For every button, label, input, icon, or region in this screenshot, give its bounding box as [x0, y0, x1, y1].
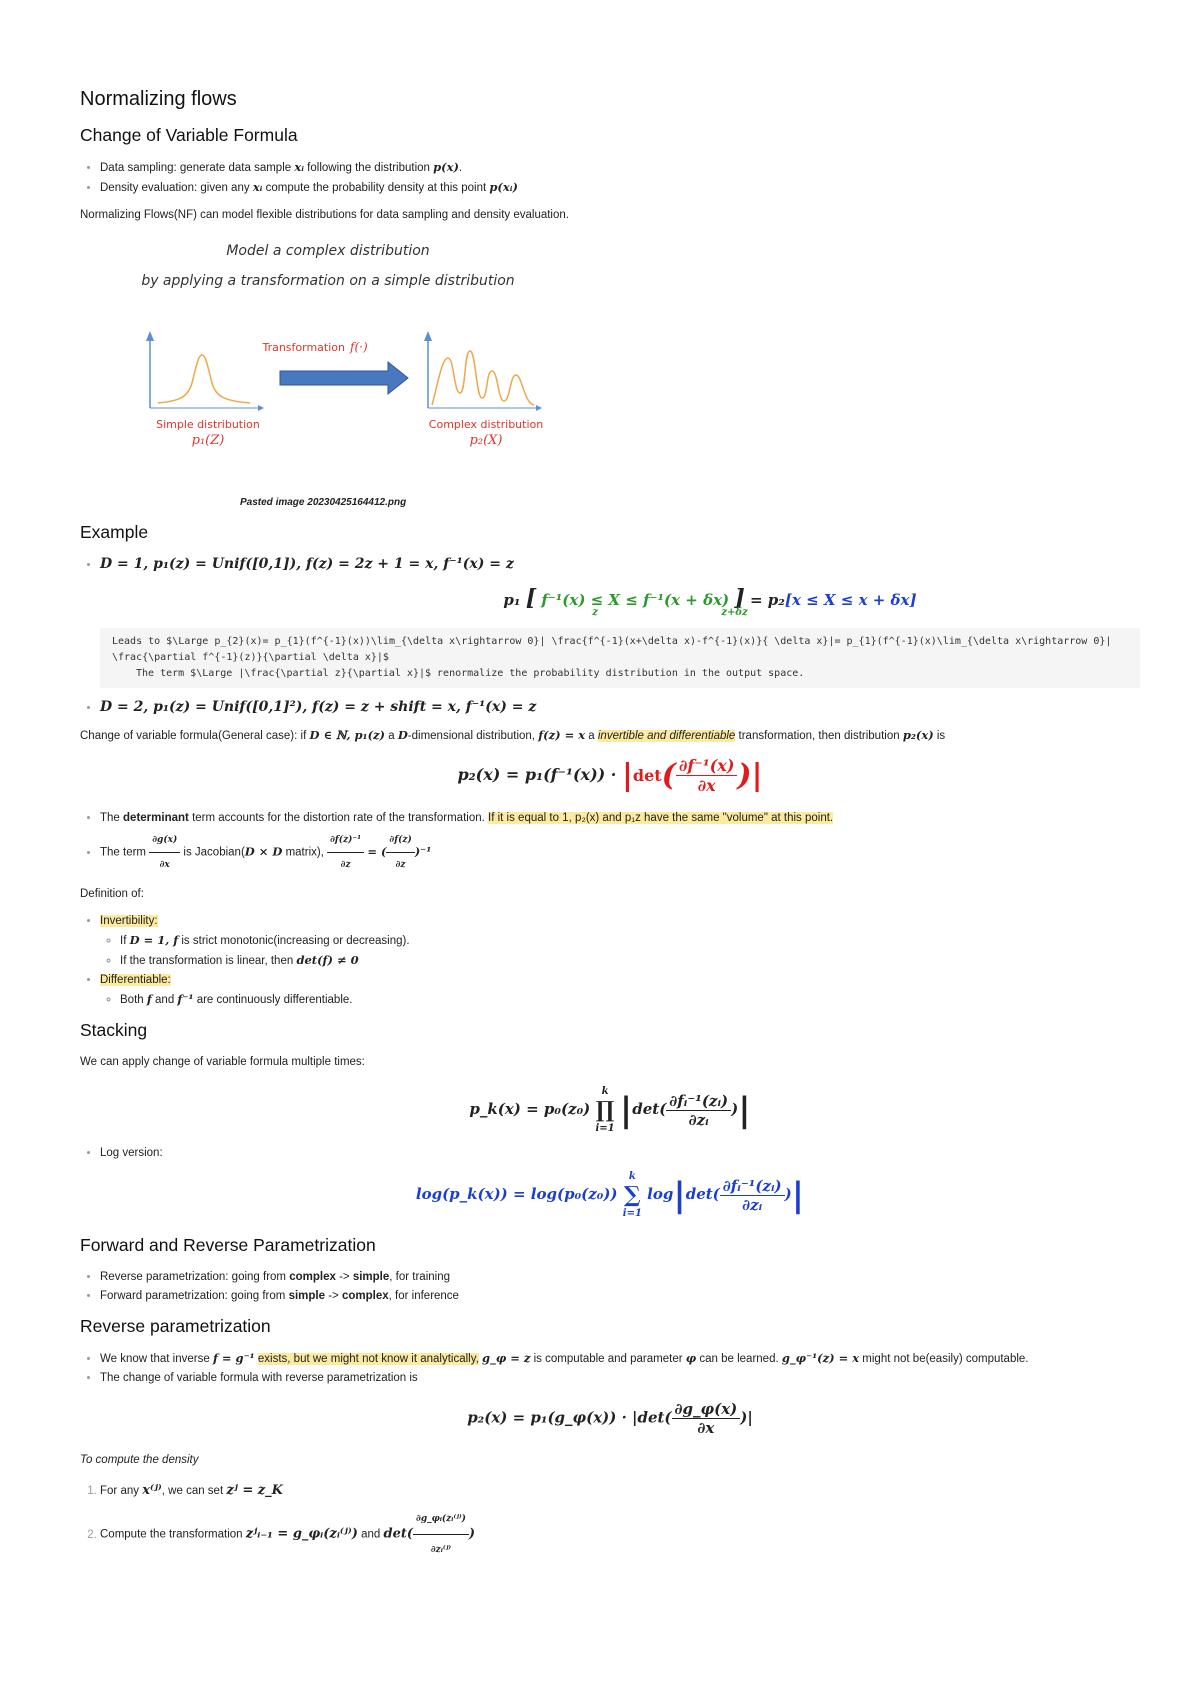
reverse-list [80, 1349, 1140, 1388]
simple-distribution-var: p₁(Z) [191, 433, 225, 448]
definition-label: Definition of: [80, 888, 144, 900]
section-heading-example: Example [80, 522, 149, 542]
section-heading-parametrization: Forward and Reverse Parametrization [80, 1235, 376, 1255]
list-item: • D = 1, p₁(z) = Unif([0,1]), f(z) = 2z + 1 = x, f⁻¹(x) = z [100, 555, 1140, 575]
parametrization-list [80, 1268, 1140, 1306]
pasted-image-figure [120, 233, 560, 493]
stacking-equation: p_k(x) = p₀(z₀) k ∏ i=1 |det( $\frac{\text{∂fᵢ⁻¹(zᵢ)}}{\text{∂zᵢ}}$ )| [469, 1086, 751, 1134]
intro-list [80, 158, 1140, 198]
compute-steps-list [80, 1478, 1140, 1565]
list-item: 2. Compute the transformation zʲᵢ₋₁ = g_φᵢ(zᵢ⁽ʲ⁾) and det( $\frac{\text{∂g\_φᵢ(zᵢ⁽ʲ⁾)}}{\text{∂zᵢ⁽ʲ⁾}}$ ) [100, 1504, 1140, 1565]
list-item: • The change of variable formula with reverse parametrization is [100, 1369, 1140, 1388]
log-stacking-equation: log(p_k(x)) = log(p₀(z₀)) k ∑ i=1 log|det( $\frac{\text{∂fᵢ⁻¹(zᵢ)}}{\text{∂zᵢ}}$ )| [415, 1171, 805, 1219]
transformation-label: Transformation [262, 341, 345, 354]
general-change-of-variable-equation: p₂(x) = p₁(f⁻¹(x)) · |det( $\frac{\text{∂f⁻¹(x)}}{\partial x}$ )| [457, 756, 763, 795]
general-case-paragraph: Change of variable formula(General case): if D ∈ ℕ, p₁(z) a D-dimensional distribution, f(z) = x a invertible and differentiable transformation, then distribution p₂(x) is [80, 728, 946, 742]
list-item: • D = 2, p₁(z) = Unif([0,1]²), f(z) = z + shift = x, f⁻¹(x) = z [100, 698, 1140, 718]
complex-distribution-curve [432, 351, 534, 405]
figure-line2: by applying a transformation on a simple distribution [141, 273, 515, 289]
underbrace-z: z [592, 607, 598, 618]
list-item: • The term $\frac{\partial g(x)}{\partial x}$ is Jacobian(D × D matrix), $\frac{\text{∂f(z)⁻¹}}{\partial z}$ = ( $\frac{\partial f(z)}{\partial z}$ )⁻¹ [100, 828, 1140, 877]
transformation-arrow [280, 362, 408, 394]
list-item: • We know that inverse f = g⁻¹ exists, but we might not know it analytically, g_φ = z is computable and parameter φ can be learned. g_φ⁻¹(z) = x might not be(easily) computable. [100, 1349, 1140, 1369]
list-item: ◦ Both f and f⁻¹ are continuously differentiable. [120, 990, 1140, 1010]
list-item: • Invertibility: ◦ If D = 1, f is strict monotonic(increasing or decreasing). ◦ If the transformation is linear, then det(f) ≠ 0 [100, 912, 1140, 971]
intro-paragraph: Normalizing Flows(NF) can model flexible distributions for data sampling and density evaluation. [80, 209, 569, 221]
section-heading-stacking: Stacking [80, 1020, 148, 1040]
reverse-parametrization-equation: p₂(x) = p₁(g_φ(x)) · |det( $\frac{\partial g\_\varphi(x)}{\partial x}$ )| [467, 1400, 753, 1437]
complex-distribution-label: Complex distribution [428, 418, 544, 431]
complex-distribution-var: p₂(X) [469, 433, 503, 448]
simple-y-arrowhead [146, 331, 154, 341]
list-item: ◦ If D = 1, f is strict monotonic(increasing or decreasing). [120, 931, 1140, 951]
list-item: • Density evaluation: given any xᵢ compute the probability density at this point p(xᵢ) [100, 178, 1140, 198]
definition-list [80, 912, 1140, 1010]
list-item: • Log version: [100, 1144, 1140, 1163]
list-item: • Differentiable: ◦ Both f and f⁻¹ are continuously differentiable. [100, 971, 1140, 1010]
simple-x-arrowhead [258, 405, 264, 411]
transformation-diagram [120, 233, 560, 493]
compute-density-label: To compute the density [80, 1454, 199, 1466]
determinant-list [80, 809, 1140, 877]
list-item: ◦ If the transformation is linear, then det(f) ≠ 0 [120, 951, 1140, 971]
code-line-2: The term $\Large |\frac{\partial z}{\partial x}|$ renormalize the probability distribution in the output space. [136, 668, 805, 679]
list-item: • Data sampling: generate data sample xᵢ following the distribution p(x). [100, 158, 1140, 178]
log-version-list [80, 1144, 1140, 1163]
code-block [100, 628, 1140, 688]
list-item: • Forward parametrization: going from simple -> complex, for inference [100, 1287, 1140, 1306]
document-page [80, 88, 1140, 1571]
page-title: Normalizing flows [80, 88, 237, 110]
complex-y-arrowhead [424, 331, 432, 341]
list-item: • Reverse parametrization: going from complex -> simple, for training [100, 1268, 1140, 1287]
stacking-paragraph: We can apply change of variable formula multiple times: [80, 1056, 365, 1068]
complex-x-arrowhead [536, 405, 542, 411]
underbrace-z-dz: z+δz [721, 607, 748, 618]
example-list-2 [80, 698, 1140, 718]
transformation-fn: f(·) [350, 340, 368, 354]
code-line-1: Leads to $\Large p_{2}(x)= p_{1}(f^{-1}(x))\lim_{\delta x\rightarrow 0}| \frac{f^{-1}(x+\delta x)-f^{-1}(x)}{ \delta x}|= p_{1}(f^{-1}(x)\lim_{\delta x\rightarrow 0}| \frac{\partial f^{-1}(z)}{\partial \delta x}|$ [112, 636, 1112, 663]
section-heading-change-of-variable: Change of Variable Formula [80, 125, 298, 145]
simple-distribution-label: Simple distribution [156, 418, 260, 431]
example-list-1 [80, 555, 1140, 575]
figure-caption: Pasted image 20230425164412.png [240, 497, 407, 508]
simple-distribution-curve [158, 355, 250, 403]
example-equation-1: p₁ [ f⁻¹(x) ≤ X ≤ f⁻¹(x + δx) ] = p₂[x ≤ X ≤ x + δx] z z+δz [503, 585, 917, 618]
list-item: 1. For any x⁽ʲ⁾, we can set zʲ = z_K [100, 1478, 1140, 1504]
list-item: • The determinant term accounts for the distortion rate of the transformation. If it is equal to 1, p₂(x) and p₁z have the same "volume" at this point. [100, 809, 1140, 828]
section-heading-reverse: Reverse parametrization [80, 1316, 271, 1336]
figure-line1: Model a complex distribution [226, 243, 430, 259]
